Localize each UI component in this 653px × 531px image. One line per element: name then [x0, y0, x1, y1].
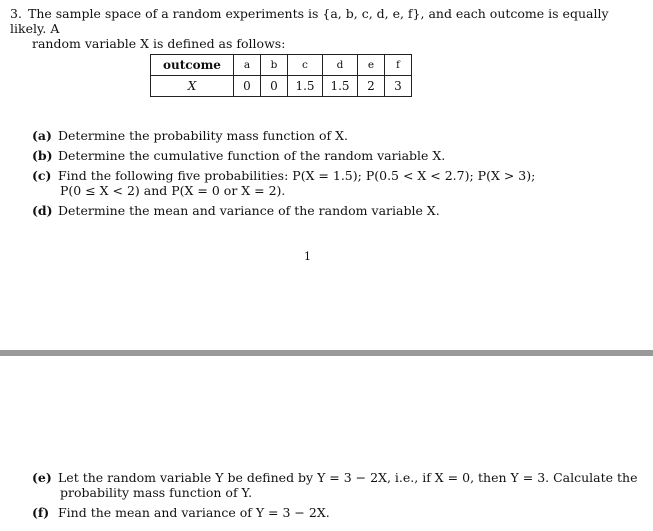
table-cell: 1.5	[323, 76, 358, 97]
part-b-text: Determine the cumulative function of the random variable X.	[58, 148, 446, 163]
table-cell: b	[261, 55, 288, 76]
part-d-label: (d)	[32, 203, 53, 218]
part-d	[32, 203, 632, 218]
part-c-label: (c)	[32, 168, 52, 183]
problem-statement	[10, 6, 640, 51]
problem-line-1: The sample space of a random experiments is {a, b, c, d, e, f}, and each outcome is equally likely. A	[10, 6, 609, 36]
table-cell: 3	[385, 76, 412, 97]
page-divider	[0, 350, 653, 356]
part-b	[32, 148, 632, 163]
part-a-text: Determine the probability mass function of X.	[58, 128, 348, 143]
table-cell: 2	[358, 76, 385, 97]
table-cell: c	[288, 55, 323, 76]
table-cell: 0	[261, 76, 288, 97]
table-cell: 1.5	[288, 76, 323, 97]
outcome-table	[150, 54, 412, 97]
table-row	[151, 76, 412, 97]
x-row-header: X	[151, 76, 234, 97]
part-e-text-2: probability mass function of Y.	[60, 485, 253, 500]
part-e-label: (e)	[32, 470, 52, 485]
problem-number: 3.	[10, 6, 22, 21]
part-f-text: Find the mean and variance of Y = 3 − 2X.	[58, 505, 330, 520]
part-c	[32, 168, 632, 198]
table-cell: a	[234, 55, 261, 76]
page-number: 1	[304, 250, 311, 263]
table-row	[151, 55, 412, 76]
table-cell: 0	[234, 76, 261, 97]
part-c-text: Find the following five probabilities: P(X = 1.5); P(0.5 < X < 2.7); P(X > 3);	[58, 168, 536, 183]
outcome-header: outcome	[151, 55, 234, 76]
part-e-text: Let the random variable Y be defined by Y = 3 − 2X, i.e., if X = 0, then Y = 3. Calculate the	[58, 470, 638, 485]
question-parts-bottom	[32, 470, 642, 525]
part-e	[32, 470, 642, 500]
part-f	[32, 505, 642, 520]
question-parts-top	[32, 128, 632, 223]
part-f-label: (f)	[32, 505, 50, 520]
table-cell: e	[358, 55, 385, 76]
problem-line-2: random variable X is defined as follows:	[32, 36, 286, 51]
part-c-text-2: P(0 ≤ X < 2) and P(X = 0 or X = 2).	[60, 183, 286, 198]
part-a-label: (a)	[32, 128, 52, 143]
part-b-label: (b)	[32, 148, 53, 163]
part-d-text: Determine the mean and variance of the random variable X.	[58, 203, 440, 218]
table-cell: f	[385, 55, 412, 76]
table-cell: d	[323, 55, 358, 76]
part-a	[32, 128, 632, 143]
